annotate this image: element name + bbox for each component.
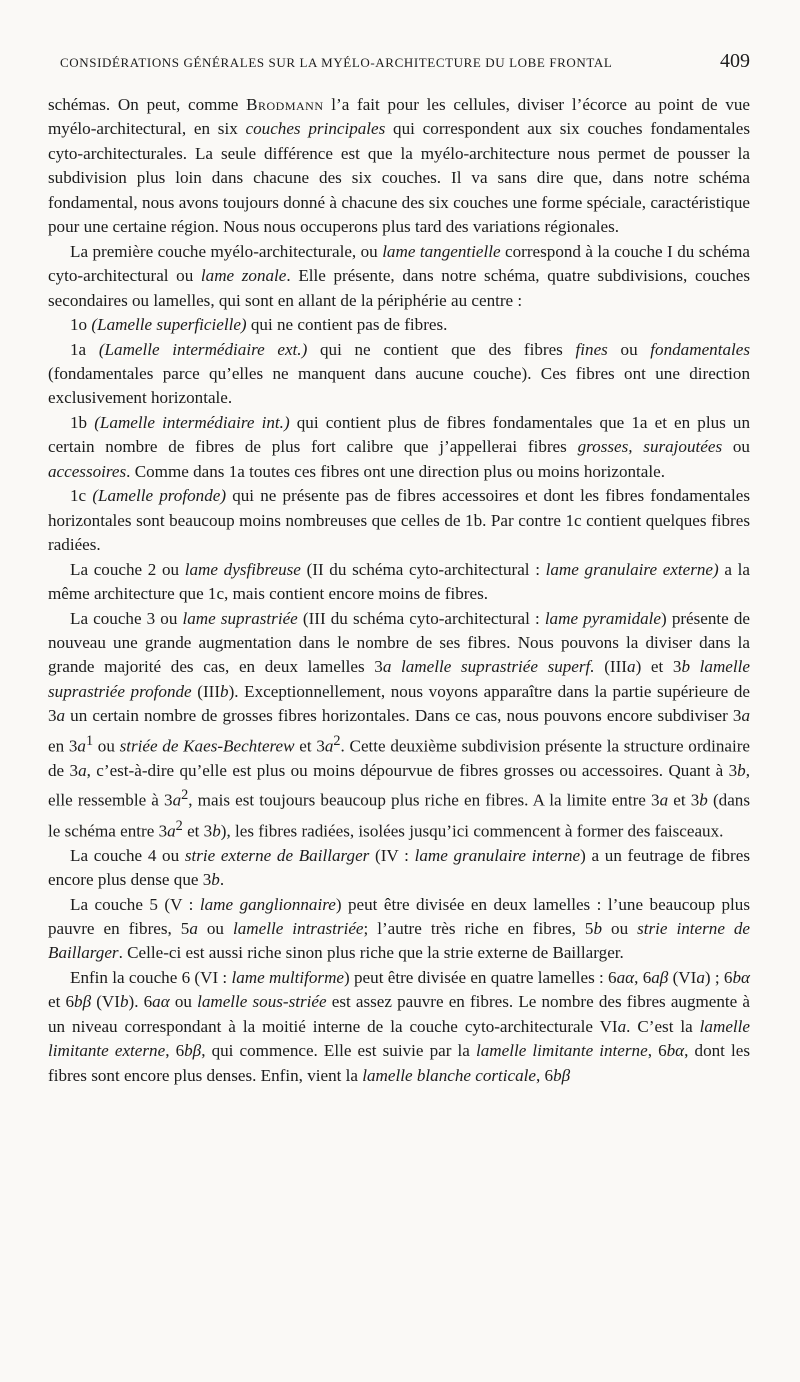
- paragraph: La première couche myélo-architecturale, ou lame tangentielle correspond à la couche I du schéma cyto-architectural ou lame zonale. Elle présente, dans notre schéma, quatre subdivisions, couches secondaires ou lamelles, qui sont en allant de la périphérie au centre :: [48, 241, 750, 310]
- running-title: CONSIDÉRATIONS GÉNÉRALES SUR LA MYÉLO-ARCHITECTURE DU LOBE FRONTAL: [60, 55, 613, 70]
- page-number: 409: [720, 50, 750, 72]
- paragraph: Enfin la couche 6 (VI : lame multiforme) peut être divisée en quatre lamelles : 6aα, 6aβ (VIa) ; 6bα et 6bβ (VIb). 6aα ou lamelle sous-striée est assez pauvre en fibres. Le nombre des fibres augmente à un niveau correspondant à la moitié interne de la couche cyto-architecturale VIa. C’est la lamelle limitante externe, 6bβ, qui commence. Elle est suivie par la lamelle limitante interne, 6bα, dont les fibres sont encore plus denses. Enfin, vient la lamelle blanche corticale, 6bβ: [48, 967, 751, 1085]
- body-text: [48, 93, 750, 1088]
- paragraph: 1b (Lamelle intermédiaire int.) qui contient plus de fibres fondamentales que 1a et en plus un certain nombre de fibres de plus fort calibre que j’appellerai fibres grosses, surajoutées ou accessoires. Comme dans 1a toutes ces fibres ont une direction plus ou moins horizontale.: [48, 412, 750, 481]
- paragraph: 1c (Lamelle profonde) qui ne présente pas de fibres accessoires et dont les fibres fondamentales horizontales sont beaucoup moins nombreuses que celles de 1b. Par contre 1c contient quelques fibres radiées.: [48, 486, 750, 555]
- paragraph: La couche 5 (V : lame ganglionnaire) peut être divisée en deux lamelles : l’une beaucoup plus pauvre en fibres, 5a ou lamelle intrastriée; l’autre très riche en fibres, 5b ou strie interne de Baillarger. Celle-ci est aussi riche sinon plus riche que la strie externe de Baillarger.: [48, 894, 751, 963]
- paragraph: La couche 3 ou lame suprastriée (III du schéma cyto-architectural : lame pyramidale) présente de nouveau une grande augmentation dans le nombre de ses fibres. Nous pouvons la diviser dans la grande majorité des cas, en deux lamelles 3a lamelle suprastriée superf. (IIIa) et 3b lamelle suprastriée profonde (IIIb). Exceptionnellement, nous voyons apparaître dans la partie supérieure de 3a un certain nombre de grosses fibres horizontales. Dans ce cas, nous pouvons encore subdiviser 3a en $3a^1$ ou striée de Kaes-Bechterew et $3a^2$. Cette deuxième subdivision présente la structure ordinaire de 3a, c’est-à-dire qu’elle est plus ou moins dépourvue de fibres grosses ou accessoires. Quant à 3b, elle ressemble à $3a^2$, mais est toujours beaucoup plus riche en fibres. A la limite entre 3a et 3b (dans le schéma entre $3a^2$ et 3b), les fibres radiées, isolées jusqu’ici commencent à former des faisceaux.: [48, 608, 751, 841]
- paragraph: 1a (Lamelle intermédiaire ext.) qui ne contient que des fibres fines ou fondamentales (fondamentales parce qu’elles ne manquent dans aucune couche). Ces fibres ont une direction exclusivement horizontale.: [48, 339, 750, 408]
- paragraph: 1o (Lamelle superficielle) qui ne contient pas de fibres.: [70, 315, 448, 335]
- running-header: [60, 50, 750, 73]
- paragraph: La couche 4 ou strie externe de Baillarger (IV : lame granulaire interne) a un feutrage de fibres encore plus dense que 3b.: [48, 845, 750, 890]
- paragraph: La couche 2 ou lame dysfibreuse (II du schéma cyto-architectural : lame granulaire externe) a la même architecture que 1c, mais contient encore moins de fibres.: [48, 559, 750, 604]
- paragraph: schémas. On peut, comme Brodmann l’a fait pour les cellules, diviser l’écorce au point de vue myélo-architectural, en six couches principales qui correspondent aux six couches fondamentales cyto-architecturales. La seule différence est que la myélo-architecture nous permet de pousser la subdivision plus loin dans chacune des six couches. Il va sans dire que, dans notre schéma fondamental, nous avons toujours donné à chacune des six couches une forme spéciale, caractéristique pour une certaine région. Nous nous occuperons plus tard des variations régionales.: [48, 95, 750, 237]
